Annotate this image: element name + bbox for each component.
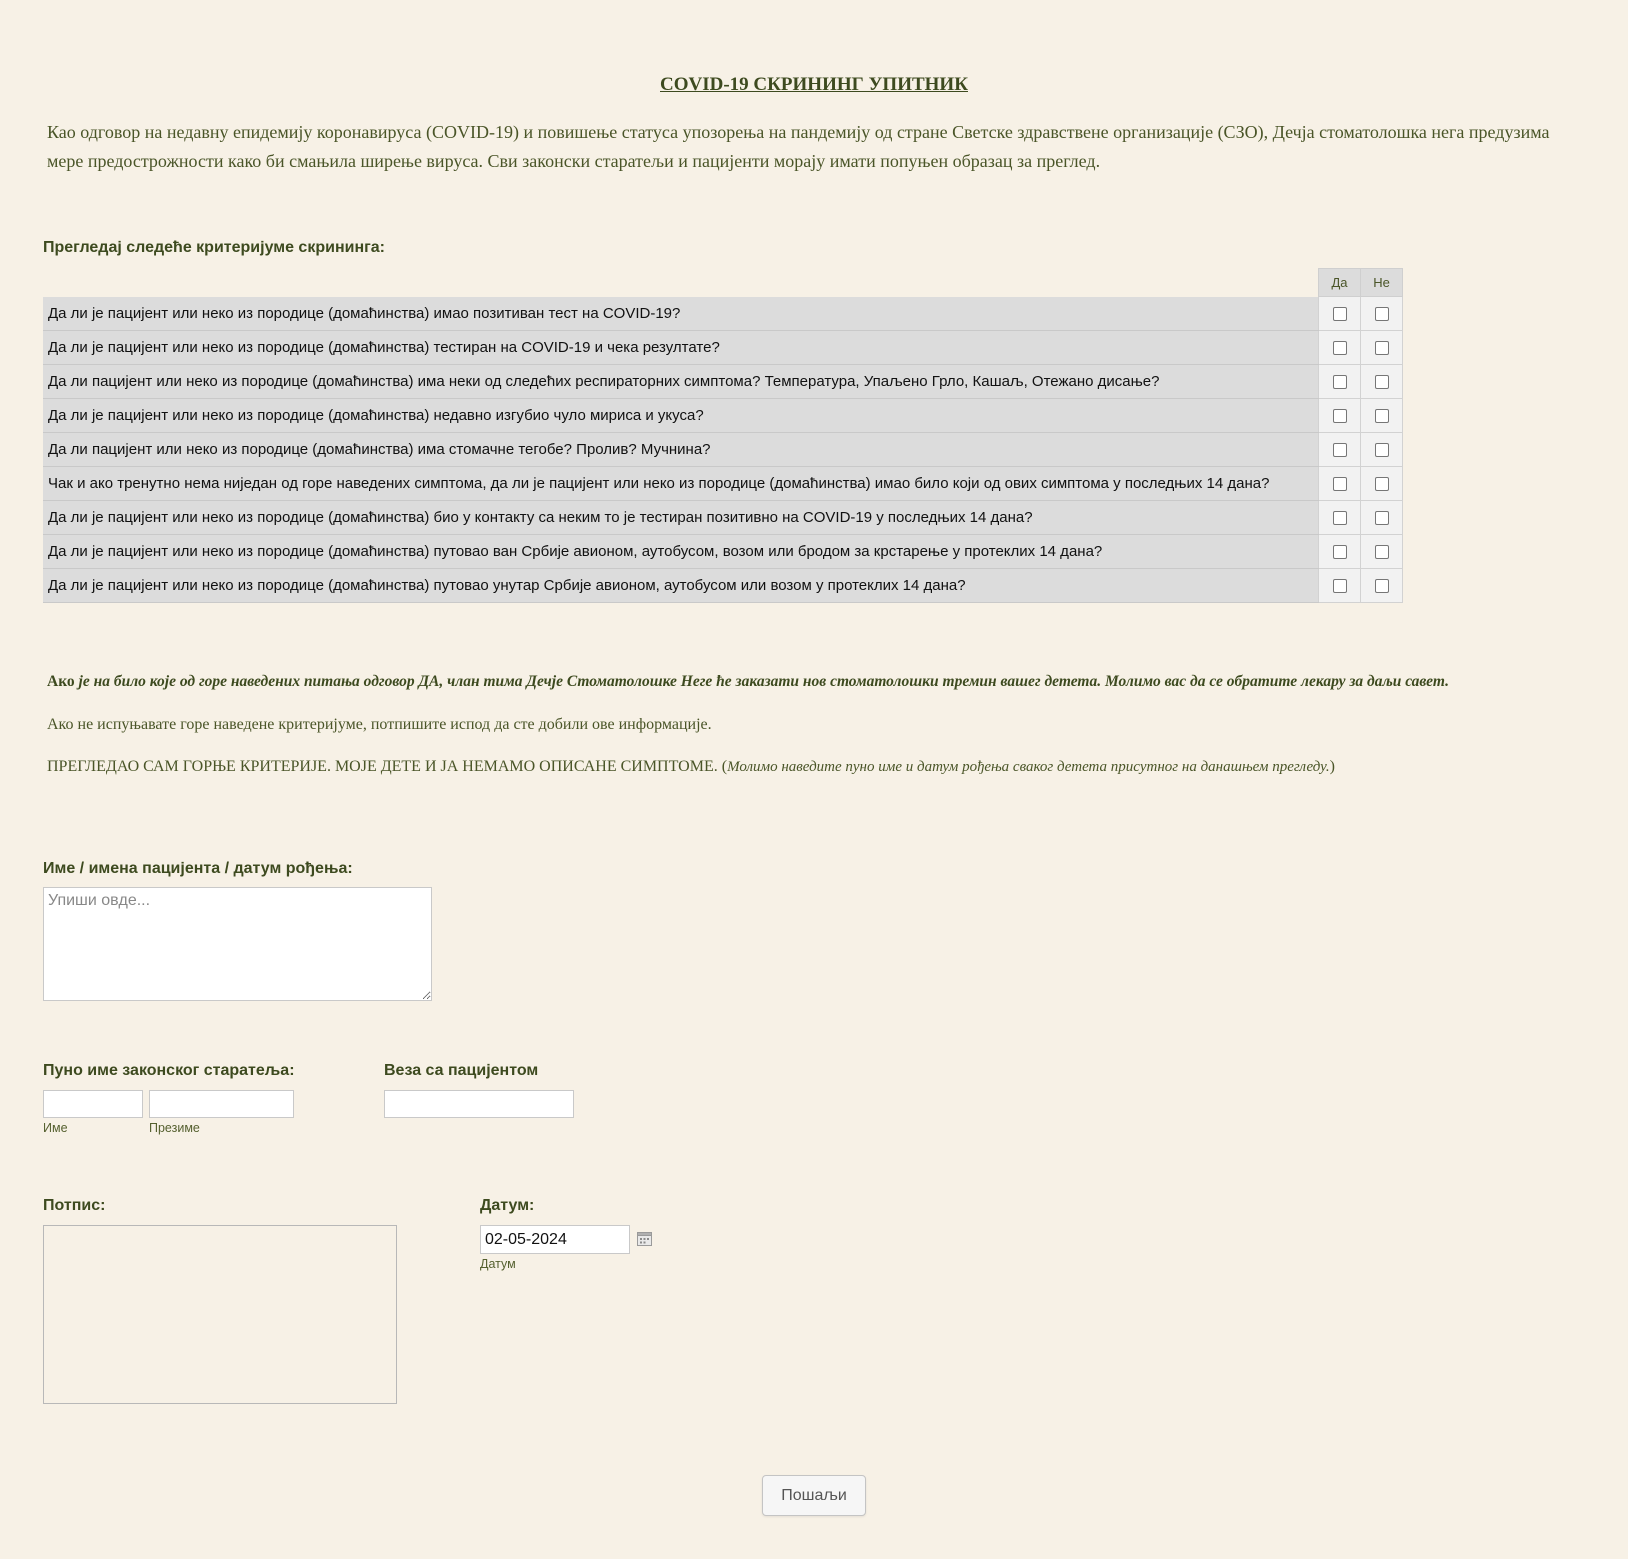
criteria-row — [43, 365, 1403, 399]
criteria-cell-no — [1361, 331, 1403, 365]
checkbox-yes[interactable] — [1333, 545, 1347, 559]
criteria-cell-yes — [1319, 331, 1361, 365]
criteria-question: Да ли пацијент или неко из породице (домаћинства) има стомачне тегобе? Пролив? Мучнина? — [43, 433, 1319, 467]
criteria-cell-no — [1361, 399, 1403, 433]
page-title: COVID-19 СКРИНИНГ УПИТНИК — [660, 74, 968, 95]
criteria-question: Да ли је пацијент или неко из породице (домаћинства) био у контакту са неким то је тестиран позитивно на COVID-19 у последњих 14 дана? — [43, 501, 1319, 535]
notice-sign: Ако не испуњавате горе наведене критеријуме, потпишите испод да сте добили ове информације. — [47, 716, 712, 733]
checkbox-yes[interactable] — [1333, 307, 1347, 321]
criteria-header-row — [43, 269, 1403, 297]
signature-pad[interactable] — [43, 1225, 397, 1404]
guardian-last-name-input[interactable] — [149, 1090, 294, 1118]
criteria-row — [43, 535, 1403, 569]
header-no: Не — [1361, 269, 1403, 297]
notice-reviewed-close: ) — [1329, 758, 1335, 775]
criteria-question: Чак и ако тренутно нема ниједан од горе наведених симптома, да ли је пацијент или неко из породице (домаћинства) имао било који од ових симптома у последњих 14 дана? — [43, 467, 1319, 501]
criteria-cell-yes — [1319, 399, 1361, 433]
submit-button[interactable]: Пошаљи — [762, 1475, 866, 1516]
checkbox-no[interactable] — [1375, 477, 1389, 491]
checkbox-no[interactable] — [1375, 511, 1389, 525]
criteria-cell-no — [1361, 433, 1403, 467]
criteria-row — [43, 297, 1403, 331]
checkbox-yes[interactable] — [1333, 511, 1347, 525]
criteria-cell-yes — [1319, 365, 1361, 399]
criteria-question: Да ли је пацијент или неко из породице (домаћинства) путовао унутар Србије авионом, аутобусом или возом у протеклих 14 дана? — [43, 569, 1319, 603]
first-name-sublabel: Име — [43, 1121, 68, 1135]
criteria-cell-no — [1361, 535, 1403, 569]
checkbox-no[interactable] — [1375, 375, 1389, 389]
calendar-icon[interactable] — [637, 1232, 652, 1246]
last-name-sublabel: Презиме — [149, 1121, 200, 1135]
relation-label: Веза са пацијентом — [384, 1062, 539, 1079]
date-input[interactable] — [480, 1225, 630, 1254]
date-label: Датум: — [480, 1197, 535, 1214]
criteria-cell-yes — [1319, 467, 1361, 501]
checkbox-no[interactable] — [1375, 341, 1389, 355]
criteria-row — [43, 399, 1403, 433]
checkbox-yes[interactable] — [1333, 477, 1347, 491]
intro-text: Као одговор на недавну епидемију коронавируса (COVID-19) и повишење статуса упозорења на пандемију од стране Светске здравствене организације (СЗО), Дечја стоматолошка нега предузима мере предострожности како би смањила ширење вируса. Сви законски старатељи и пацијенти морају имати попуњен образац за преглед. — [47, 122, 1550, 171]
notice-yes-rest: је на било које од горе наведених питања одговор ДА, члан тима Дечје Стоматолошке Неге ће заказати нов стоматолошки тремин вашег детета. Молимо вас да се обратите лекару за даљи савет. — [74, 673, 1449, 690]
checkbox-yes[interactable] — [1333, 375, 1347, 389]
criteria-row — [43, 467, 1403, 501]
notice-reviewed — [47, 758, 1607, 776]
notice-reviewed-italic: Молимо наведите пуно име и датум рођења сваког детета присутног на данашњем прегледу. — [727, 759, 1330, 775]
criteria-heading: Прегледај следеће критеријуме скрининга: — [43, 239, 385, 256]
checkbox-no[interactable] — [1375, 307, 1389, 321]
criteria-row — [43, 331, 1403, 365]
criteria-cell-no — [1361, 501, 1403, 535]
checkbox-yes[interactable] — [1333, 341, 1347, 355]
date-sublabel: Датум — [480, 1257, 516, 1271]
notice-reviewed-lead: ПРЕГЛЕДАО САМ ГОРЊЕ КРИТЕРИЈЕ. МОЈЕ ДЕТЕ И ЈА НЕМАМО ОПИСАНЕ СИМПТОМЕ. ( — [47, 758, 728, 775]
checkbox-no[interactable] — [1375, 545, 1389, 559]
signature-label: Потпис: — [43, 1197, 106, 1214]
criteria-row — [43, 569, 1403, 603]
criteria-cell-no — [1361, 467, 1403, 501]
criteria-question: Да ли је пацијент или неко из породице (домаћинства) тестиран на COVID-19 и чека резултате? — [43, 331, 1319, 365]
guardian-label: Пуно име законског старатеља: — [43, 1062, 295, 1079]
notice-yes-lead: Ако — [47, 673, 75, 690]
criteria-question: Да ли је пацијент или неко из породице (домаћинства) путовао ван Србије авионом, аутобусом, возом или бродом за крстарење у протеклих 14 дана? — [43, 535, 1319, 569]
header-blank — [43, 269, 1319, 297]
criteria-question: Да ли је пацијент или неко из породице (домаћинства) недавно изгубио чуло мириса и укуса? — [43, 399, 1319, 433]
criteria-cell-yes — [1319, 433, 1361, 467]
criteria-question: Да ли пацијент или неко из породице (домаћинства) има неки од следећих респираторних симптома? Температура, Упаљено Грло, Кашаљ, Отежано дисање? — [43, 365, 1319, 399]
checkbox-yes[interactable] — [1333, 579, 1347, 593]
criteria-cell-yes — [1319, 501, 1361, 535]
checkbox-yes[interactable] — [1333, 443, 1347, 457]
notice-yes-answer — [47, 673, 1607, 691]
criteria-cell-no — [1361, 365, 1403, 399]
checkbox-no[interactable] — [1375, 443, 1389, 457]
checkbox-yes[interactable] — [1333, 409, 1347, 423]
patients-textarea[interactable] — [43, 887, 432, 1001]
relation-input[interactable] — [384, 1090, 574, 1118]
criteria-cell-yes — [1319, 535, 1361, 569]
criteria-row — [43, 501, 1403, 535]
checkbox-no[interactable] — [1375, 579, 1389, 593]
guardian-first-name-input[interactable] — [43, 1090, 143, 1118]
header-yes: Да — [1319, 269, 1361, 297]
criteria-cell-no — [1361, 297, 1403, 331]
criteria-table — [43, 268, 1403, 603]
criteria-row — [43, 433, 1403, 467]
checkbox-no[interactable] — [1375, 409, 1389, 423]
criteria-cell-yes — [1319, 297, 1361, 331]
criteria-question: Да ли је пацијент или неко из породице (домаћинства) имао позитиван тест на COVID-19? — [43, 297, 1319, 331]
patients-label: Име / имена пацијента / датум рођења: — [43, 860, 353, 877]
criteria-cell-yes — [1319, 569, 1361, 603]
criteria-cell-no — [1361, 569, 1403, 603]
